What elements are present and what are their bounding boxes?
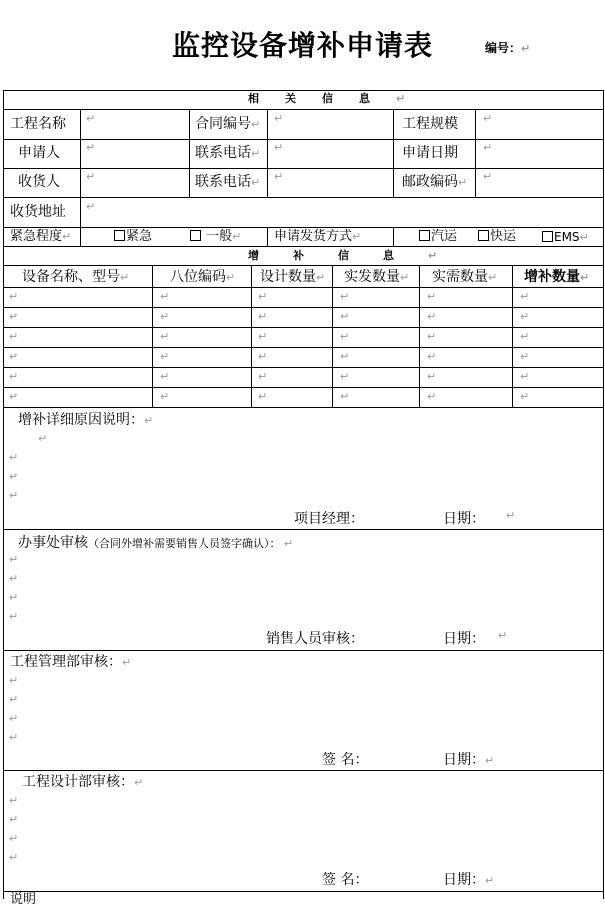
col-header-design-qty: 设计数量↵ [260,269,326,285]
col-header-device: 设备名称、型号↵ [22,269,130,285]
label-eng-mgmt-review: 工程管理部审核：↵ [10,654,132,670]
checkbox-ship-truck[interactable]: 汽运 [419,230,457,243]
label-supplement-reason: 增补详细原因说明：↵ [18,412,154,428]
label-office-review: 办事处审核（合同外增补需要销售人员签字确认）： ↵ [18,535,294,551]
label-contact-phone-1: 联系电话↵ [195,145,261,161]
label-eng-design-review: 工程设计部审核：↵ [22,774,144,790]
section-header-supplement: 增补信息↵ [248,249,438,262]
checkbox-urgent[interactable]: 紧急 [114,230,152,243]
label-project-manager: 项目经理： [294,511,364,527]
label-contact-phone-2: 联系电话↵ [195,174,261,190]
label-office-date: 日期： [443,631,485,647]
label-eng-design-sign: 签 名： [322,872,369,888]
checkbox-ship-ems[interactable]: EMS↵ [542,231,589,243]
label-apply-date: 申请日期 [402,145,458,161]
label-postal-code: 邮政编码↵ [402,174,468,190]
label-delivery-address: 收货地址 [10,204,66,220]
label-reason-date: 日期： [443,511,485,527]
checkbox-normal[interactable]: 一般↵ [190,230,241,243]
label-receiver: 收货人 [18,174,60,190]
col-header-supplement-qty: 增补数量↵ [524,269,590,285]
label-applicant: 申请人 [18,145,60,161]
section-header-related: 相关信息↵ [248,92,406,105]
col-header-code: 八位编码↵ [170,269,236,285]
label-eng-mgmt-date: 日期：↵ [443,752,495,768]
col-header-shipped-qty: 实发数量↵ [344,269,410,285]
footer-note: 说明 [10,892,37,907]
checkbox-icon [419,230,430,241]
checkbox-ship-express[interactable]: 快运 [478,230,516,243]
label-project-scale: 工程规模 [402,116,458,132]
paragraph-mark-icon: ↵ [521,42,531,55]
label-project-name: 工程名称 [10,116,66,132]
serial-label: 编号：↵ [485,41,531,55]
checkbox-icon [114,230,125,241]
checkbox-icon [190,230,201,241]
form-title: 监控设备增补申请表 [172,29,434,62]
label-eng-mgmt-sign: 签 名： [322,752,369,768]
col-header-needed-qty: 实需数量↵ [432,269,498,285]
label-eng-design-date: 日期：↵ [443,872,495,888]
label-sales-review: 销售人员审核： [266,631,364,647]
label-shipping-method: 申请发货方式↵ [274,229,362,244]
checkbox-icon [542,231,553,242]
label-contract-no: 合同编号↵ [195,116,261,132]
table-right-border [603,90,604,899]
checkbox-icon [478,230,489,241]
table-left-border [3,90,4,899]
label-urgency: 紧急程度↵ [10,229,72,244]
